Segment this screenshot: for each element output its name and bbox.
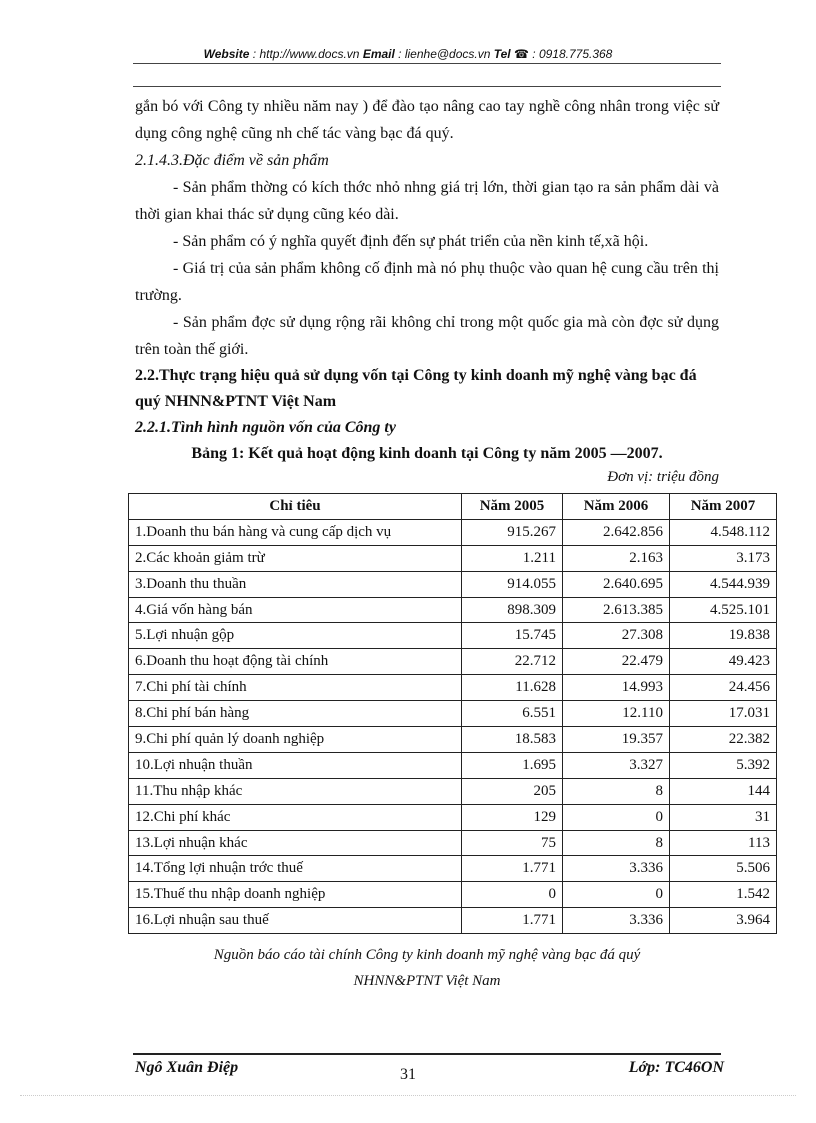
header-divider: [133, 63, 721, 64]
cell-2007: 144: [670, 778, 777, 804]
table-row: [129, 701, 777, 727]
row-label: 15.Thuế thu nhập doanh nghiệp: [129, 882, 462, 908]
cell-2005: 18.583: [462, 727, 563, 753]
table-header-row: [129, 494, 777, 520]
cell-2007: 113: [670, 830, 777, 856]
paragraph-intro: gắn bó với Công ty nhiều năm nay ) để đào tạo nâng cao tay nghề công nhân trong việc sử dụng công nghệ cũng nh chế tác vàng bạc đá quý.: [135, 98, 719, 142]
results-table: [128, 493, 777, 934]
row-label: 12.Chi phí khác: [129, 804, 462, 830]
table-row: [129, 908, 777, 934]
cell-2007: 31: [670, 804, 777, 830]
cell-2005: 11.628: [462, 675, 563, 701]
row-label: 10.Lợi nhuận thuần: [129, 752, 462, 778]
footer-author: Ngô Xuân Điệp: [135, 1059, 239, 1076]
row-label: 13.Lợi nhuận khác: [129, 830, 462, 856]
cell-2006: 8: [563, 778, 670, 804]
table-caption: Bảng 1: Kết quả hoạt động kinh doanh tại Công ty năm 2005 —2007.: [191, 445, 663, 462]
email-label: Email: [362, 47, 395, 61]
cell-2007: 17.031: [670, 701, 777, 727]
row-label: 8.Chi phí bán hàng: [129, 701, 462, 727]
cell-2007: 49.423: [670, 649, 777, 675]
cell-2005: 22.712: [462, 649, 563, 675]
source-line-1: Nguồn báo cáo tài chính Công ty kinh doanh mỹ nghệ vàng bạc đá quý: [213, 947, 641, 963]
table-row: [129, 519, 777, 545]
cell-2005: 1.771: [462, 856, 563, 882]
cell-2005: 0: [462, 882, 563, 908]
cell-2005: 1.695: [462, 752, 563, 778]
table-row: [129, 545, 777, 571]
cell-2007: 5.392: [670, 752, 777, 778]
row-label: 14.Tổng lợi nhuận trớc thuế: [129, 856, 462, 882]
cell-2005: 1.771: [462, 908, 563, 934]
cell-2006: 12.110: [563, 701, 670, 727]
table-row: [129, 649, 777, 675]
header-cell: Chỉ tiêu: [129, 494, 462, 520]
row-label: 11.Thu nhập khác: [129, 778, 462, 804]
cell-2006: 22.479: [563, 649, 670, 675]
header-divider-2: [133, 86, 721, 87]
cell-2006: 3.336: [563, 908, 670, 934]
page-bottom-border: [20, 1095, 796, 1096]
cell-2006: 0: [563, 804, 670, 830]
cell-2006: 19.357: [563, 727, 670, 753]
table-row: [129, 752, 777, 778]
cell-2006: 2.642.856: [563, 519, 670, 545]
page-number: 31: [400, 1066, 416, 1083]
row-label: 1.Doanh thu bán hàng và cung cấp dịch vụ: [129, 519, 462, 545]
cell-2005: 914.055: [462, 571, 563, 597]
cell-2005: 129: [462, 804, 563, 830]
page-header: [0, 47, 816, 61]
header-cell: Năm 2005: [462, 494, 563, 520]
cell-2006: 8: [563, 830, 670, 856]
cell-2007: 3.964: [670, 908, 777, 934]
section-heading-22: 2.2.Thực trạng hiệu quả sử dụng vốn tại Công ty kinh doanh mỹ nghệ vàng bạc đá quý NHNN&PTNT Việt Nam: [135, 367, 697, 410]
table-row: [129, 675, 777, 701]
cell-2005: 915.267: [462, 519, 563, 545]
tel-value: : 0918.775.368: [528, 47, 613, 61]
table-row: [129, 856, 777, 882]
unit-note: Đơn vị: triệu đồng: [607, 469, 719, 485]
website-value: : http://www.docs.vn: [249, 47, 363, 61]
cell-2005: 15.745: [462, 623, 563, 649]
section-heading-221: 2.2.1.Tình hình nguồn vốn của Công ty: [135, 419, 396, 436]
row-label: 6.Doanh thu hoạt động tài chính: [129, 649, 462, 675]
row-label: 16.Lợi nhuận sau thuế: [129, 908, 462, 934]
email-value: : lienhe@docs.vn: [394, 47, 494, 61]
cell-2007: 22.382: [670, 727, 777, 753]
section-heading-2143: 2.1.4.3.Đặc điểm về sản phẩm: [135, 152, 329, 169]
table-row: [129, 882, 777, 908]
bullet-3: - Giá trị của sản phẩm không cố định mà nó phụ thuộc vào quan hệ cung cầu trên thị trường.: [135, 260, 719, 304]
cell-2006: 3.327: [563, 752, 670, 778]
cell-2005: 898.309: [462, 597, 563, 623]
header-cell: Năm 2006: [563, 494, 670, 520]
bullet-1: - Sản phẩm thờng có kích thớc nhỏ nhng giá trị lớn, thời gian tạo ra sản phẩm dài và thời gian khai thác sử dụng cũng kéo dài.: [135, 179, 719, 223]
row-label: 9.Chi phí quản lý doanh nghiệp: [129, 727, 462, 753]
cell-2007: 1.542: [670, 882, 777, 908]
cell-2007: 3.173: [670, 545, 777, 571]
row-label: 5.Lợi nhuận gộp: [129, 623, 462, 649]
cell-2006: 2.163: [563, 545, 670, 571]
header-cell: Năm 2007: [670, 494, 777, 520]
row-label: 4.Giá vốn hàng bán: [129, 597, 462, 623]
footer-divider: [133, 1053, 721, 1055]
table-row: [129, 830, 777, 856]
page-body: [135, 93, 719, 487]
cell-2007: 19.838: [670, 623, 777, 649]
cell-2007: 5.506: [670, 856, 777, 882]
cell-2005: 205: [462, 778, 563, 804]
bullet-2: - Sản phẩm có ý nghĩa quyết định đến sự phát triển của nền kinh tế,xã hội.: [173, 233, 649, 250]
cell-2006: 2.640.695: [563, 571, 670, 597]
source-line-2: NHNN&PTNT Việt Nam: [353, 973, 501, 989]
cell-2007: 4.525.101: [670, 597, 777, 623]
tel-label: Tel ☎: [493, 47, 529, 61]
cell-2005: 1.211: [462, 545, 563, 571]
table-source: [128, 942, 726, 994]
cell-2006: 14.993: [563, 675, 670, 701]
table-row: [129, 571, 777, 597]
table-row: [129, 778, 777, 804]
table-row: [129, 727, 777, 753]
website-label: Website: [203, 47, 250, 61]
cell-2006: 3.336: [563, 856, 670, 882]
table-row: [129, 623, 777, 649]
cell-2006: 2.613.385: [563, 597, 670, 623]
cell-2007: 24.456: [670, 675, 777, 701]
row-label: 2.Các khoản giảm trừ: [129, 545, 462, 571]
cell-2007: 4.548.112: [670, 519, 777, 545]
footer-class: Lớp: TC46ON: [628, 1059, 724, 1076]
table-row: [129, 804, 777, 830]
row-label: 7.Chi phí tài chính: [129, 675, 462, 701]
cell-2005: 75: [462, 830, 563, 856]
table-row: [129, 597, 777, 623]
bullet-4: - Sản phẩm đợc sử dụng rộng rãi không chỉ trong một quốc gia mà còn đợc sử dụng trên toàn thế giới.: [135, 314, 719, 358]
cell-2007: 4.544.939: [670, 571, 777, 597]
row-label: 3.Doanh thu thuần: [129, 571, 462, 597]
cell-2006: 0: [563, 882, 670, 908]
cell-2006: 27.308: [563, 623, 670, 649]
cell-2005: 6.551: [462, 701, 563, 727]
